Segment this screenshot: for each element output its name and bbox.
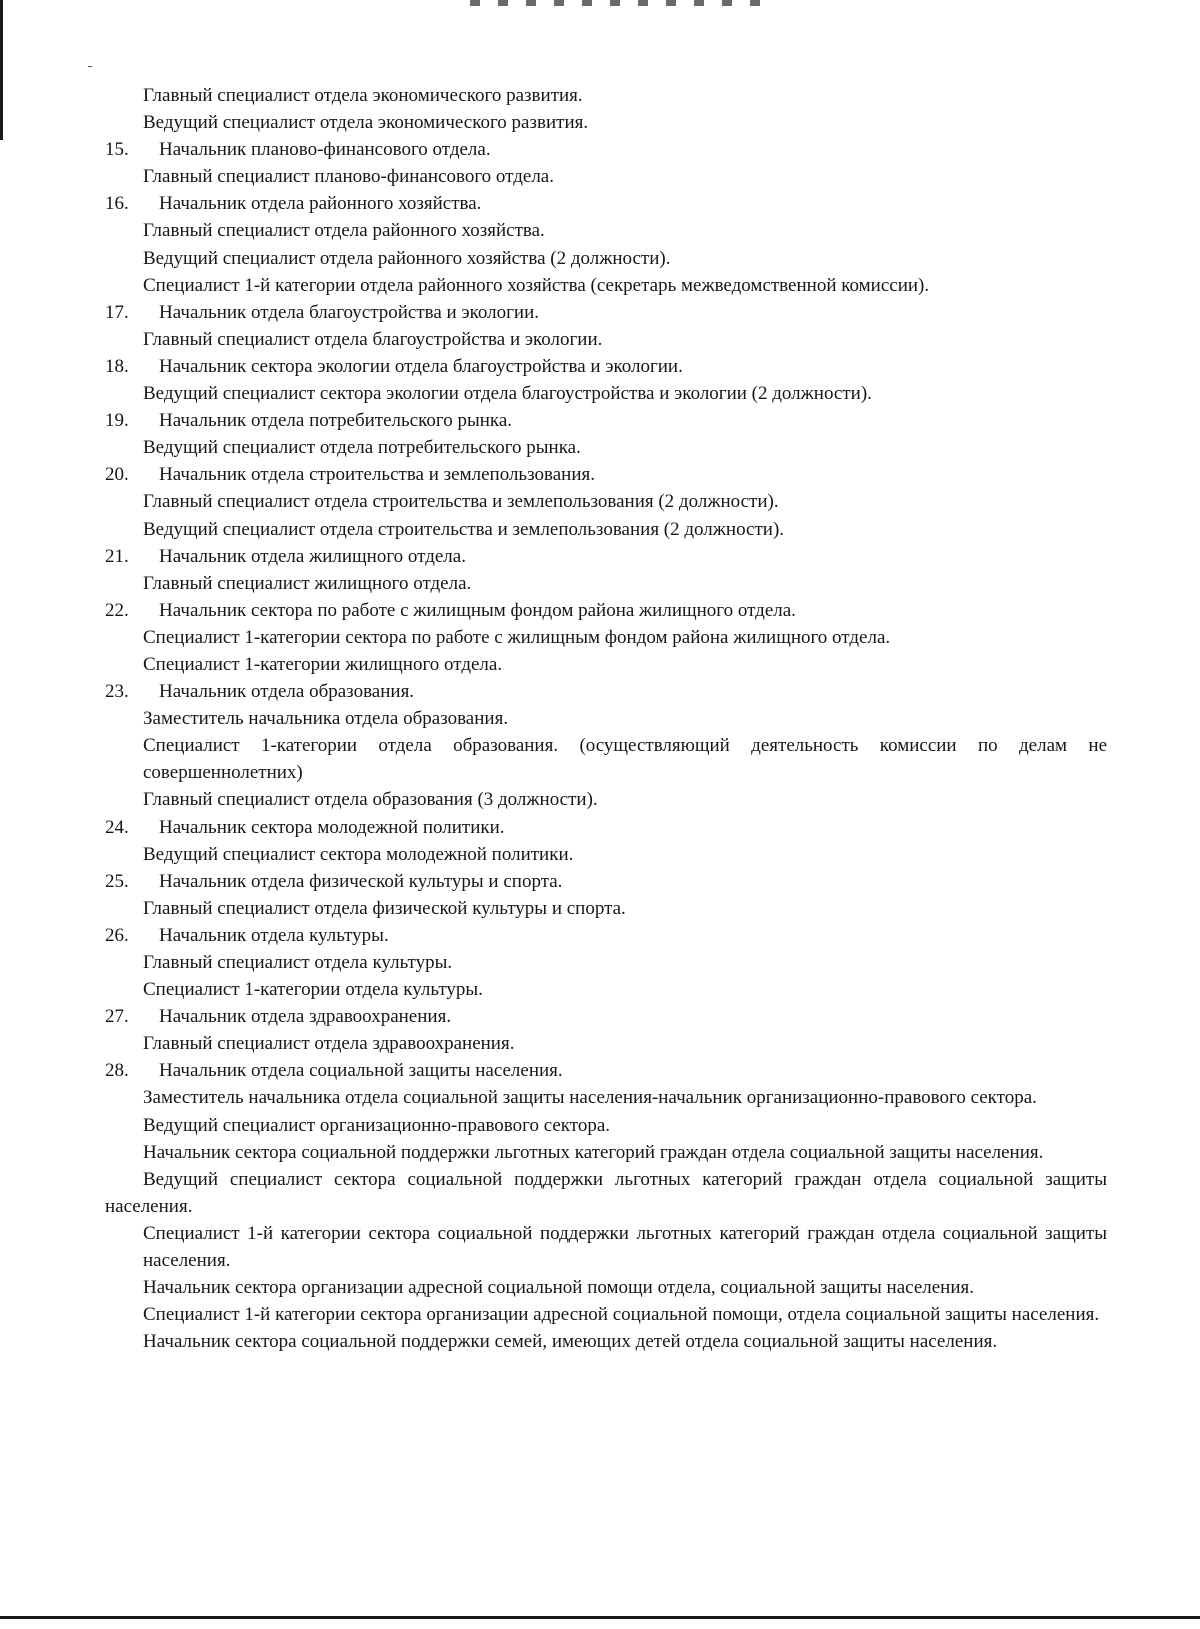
item-number: 20. <box>105 464 129 486</box>
item-number: 15. <box>105 139 129 161</box>
scan-speck <box>88 66 92 67</box>
list-item <box>105 678 1107 705</box>
list-item <box>105 299 1107 326</box>
list-line: Главный специалист отдела здравоохранения. <box>143 1033 515 1055</box>
list-line: Начальник сектора социальной поддержки льготных категорий граждан отдела социальной защиты населения. <box>143 1141 1044 1163</box>
list-line: Специалист 1-й категории сектора организации адресной социальной помощи, отдела социальной защиты населения. <box>143 1304 1100 1326</box>
list-line: Главный специалист планово-финансового отдела. <box>143 166 554 188</box>
list-line: Главный специалист отдела образования (3 должности). <box>143 789 598 811</box>
item-text: Начальник сектора по работе с жилищным фондом района жилищного отдела. <box>159 599 796 621</box>
list-line: Начальник сектора социальной поддержки семей, имеющих детей отдела социальной защиты населения. <box>143 1331 998 1353</box>
item-number: 16. <box>105 193 129 215</box>
list-item <box>105 407 1107 434</box>
list-item <box>105 461 1107 488</box>
scan-top-marks <box>470 0 760 6</box>
list-line: Ведущий специалист отдела потребительского рынка. <box>143 437 581 459</box>
list-line: Специалист 1-категории жилищного отдела. <box>143 653 503 675</box>
list-line: Заместитель начальника отдела образования. <box>143 708 509 730</box>
list-line: Заместитель начальника отдела социальной защиты населения-начальник организационно-правового сектора. <box>143 1087 1037 1109</box>
list-line: Главный специалист отдела благоустройства и экологии. <box>143 328 603 350</box>
list-line: Начальник сектора организации адресной социальной помощи отдела, социальной защиты населения. <box>143 1277 974 1299</box>
item-text: Начальник отдела жилищного отдела. <box>159 545 466 567</box>
list-item <box>105 136 1107 163</box>
list-line: Специалист 1-категории отдела образования. (осуществляющий деятельность комиссии по делам не совершеннолетних) <box>143 735 1107 784</box>
list-line: Ведущий специалист сектора экологии отдела благоустройства и экологии (2 должности). <box>143 383 872 405</box>
item-number: 17. <box>105 301 129 323</box>
scan-edge-left <box>0 0 3 140</box>
list-line: Ведущий специалист отдела экономического развития. <box>143 112 589 134</box>
item-number: 27. <box>105 1006 129 1028</box>
list-line: Ведущий специалист организационно-правового сектора. <box>143 1114 611 1136</box>
item-text: Начальник планово-финансового отдела. <box>159 139 491 161</box>
item-text: Начальник отдела образования. <box>159 681 415 703</box>
item-text: Начальник отдела строительства и землепользования. <box>159 464 595 486</box>
list-item <box>105 543 1107 570</box>
document-body <box>105 82 1107 1355</box>
item-number: 26. <box>105 924 129 946</box>
item-text: Начальник сектора молодежной политики. <box>159 816 505 838</box>
list-item <box>105 1003 1107 1030</box>
item-number: 23. <box>105 681 129 703</box>
item-number: 22. <box>105 599 129 621</box>
list-line: Специалист 1-й категории отдела районного хозяйства (секретарь межведомственной комиссии). <box>143 274 930 296</box>
list-line: Главный специалист отдела культуры. <box>143 952 453 973</box>
item-number: 28. <box>105 1060 129 1082</box>
item-number: 25. <box>105 870 129 892</box>
list-item <box>105 190 1107 217</box>
list-line: Ведущий специалист сектора молодежной политики. <box>143 843 574 865</box>
item-text: Начальник отдела здравоохранения. <box>159 1006 452 1028</box>
list-item <box>105 597 1107 624</box>
list-item <box>105 868 1107 895</box>
item-text: Начальник сектора экологии отдела благоустройства и экологии. <box>159 355 683 377</box>
item-number: 18. <box>105 355 129 377</box>
scan-edge-bottom <box>0 1616 1200 1619</box>
list-line: Ведущий специалист сектора социальной поддержки льготных категорий граждан отдела социальной защиты населения. <box>105 1168 1107 1217</box>
item-text: Начальник отдела потребительского рынка. <box>159 410 513 432</box>
item-text: Начальник отдела районного хозяйства. <box>159 193 482 215</box>
item-text: Начальник отдела физической культуры и спорта. <box>159 870 563 892</box>
item-number: 19. <box>105 410 129 432</box>
list-line: Специалист 1-категории отдела культуры. <box>143 979 483 1001</box>
list-line: Ведущий специалист отдела строительства и землепользования (2 должности). <box>143 518 785 540</box>
list-line: Специалист 1-категории сектора по работе с жилищным фондом района жилищного отдела. <box>143 626 891 648</box>
list-line: Специалист 1-й категории сектора социальной поддержки льготных категорий граждан отдела социальной защиты населения. <box>143 1222 1107 1272</box>
item-text: Начальник отдела социальной защиты населения. <box>159 1060 563 1082</box>
list-line: Главный специалист отдела строительства и землепользования (2 должности). <box>143 491 779 513</box>
list-item <box>105 353 1107 380</box>
list-line: Главный специалист отдела физической культуры и спорта. <box>143 897 626 919</box>
item-text: Начальник отдела благоустройства и экологии. <box>159 301 540 323</box>
list-item <box>105 1057 1107 1084</box>
item-number: 21. <box>105 545 129 567</box>
list-line: Главный специалист отдела экономического развития. <box>143 85 583 106</box>
list-line: Главный специалист жилищного отдела. <box>143 572 472 594</box>
list-line: Ведущий специалист отдела районного хозяйства (2 должности). <box>143 247 671 269</box>
list-item <box>105 922 1107 949</box>
list-line: Главный специалист отдела районного хозяйства. <box>143 220 545 242</box>
item-text: Начальник отдела культуры. <box>159 924 389 946</box>
item-number: 24. <box>105 816 129 838</box>
list-item <box>105 814 1107 841</box>
